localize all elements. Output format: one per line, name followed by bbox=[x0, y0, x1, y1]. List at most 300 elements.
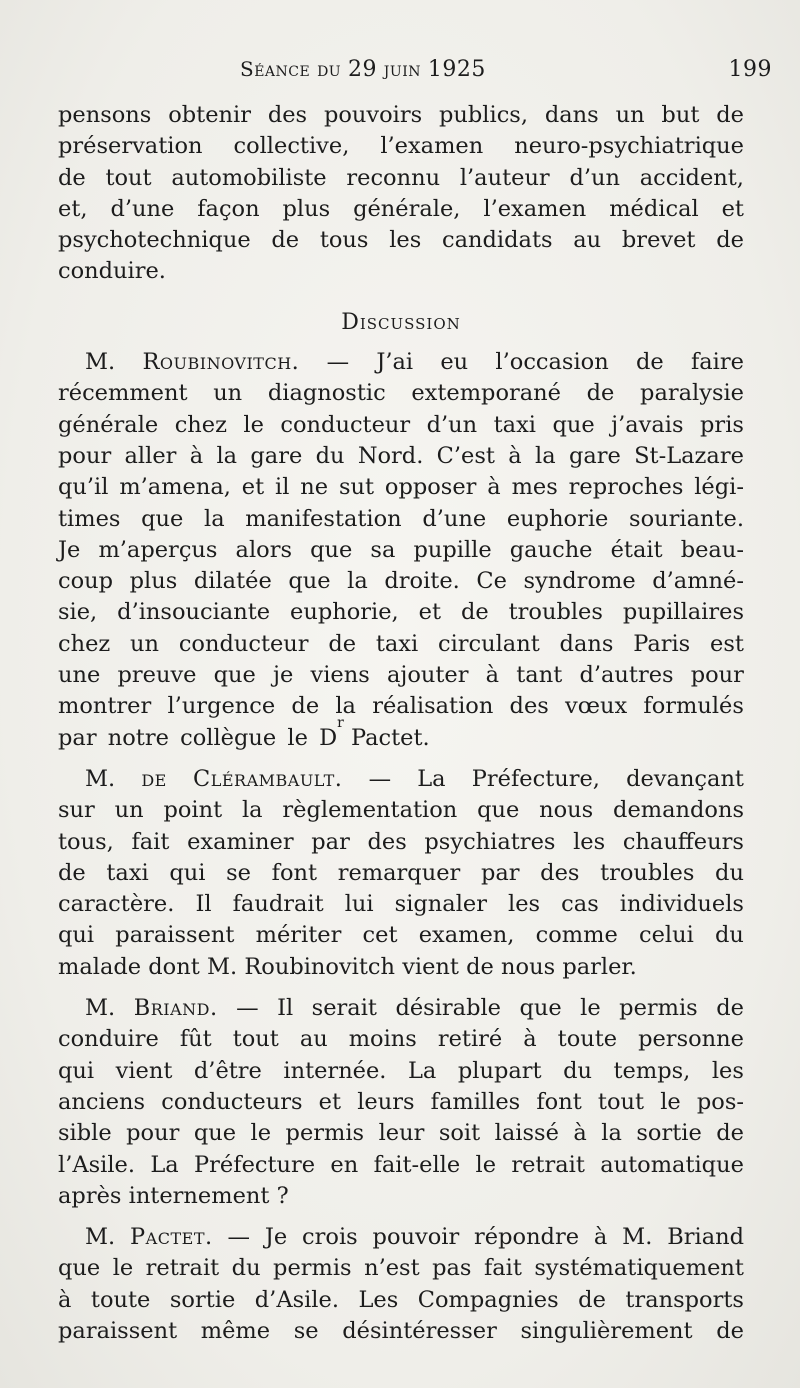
running-title bbox=[240, 57, 486, 82]
word: d’être bbox=[193, 1057, 262, 1084]
word: est bbox=[710, 630, 744, 657]
word: le bbox=[580, 995, 601, 1022]
word: pour bbox=[58, 442, 112, 469]
speaker-title: M. bbox=[85, 995, 116, 1022]
briand-first-line bbox=[58, 993, 744, 1024]
word: faire bbox=[690, 349, 744, 376]
word: Je bbox=[58, 536, 81, 563]
word: médical bbox=[609, 195, 699, 222]
word: par bbox=[311, 828, 350, 855]
word: tous bbox=[319, 227, 369, 254]
word: St-Lazare bbox=[634, 442, 744, 469]
word: de bbox=[58, 859, 86, 886]
word: dans bbox=[544, 102, 599, 128]
word: après bbox=[58, 1182, 122, 1209]
word: J’ai bbox=[376, 349, 414, 376]
word: d’amné- bbox=[652, 568, 744, 595]
word: conduire. bbox=[58, 258, 166, 285]
word: que bbox=[552, 411, 595, 438]
word: d’une bbox=[422, 505, 487, 532]
word: beau- bbox=[680, 536, 744, 563]
word: but bbox=[661, 102, 700, 128]
word: troubles bbox=[600, 859, 695, 886]
word: je bbox=[273, 662, 294, 689]
word: l’urgence bbox=[167, 693, 276, 720]
word: accident, bbox=[639, 164, 744, 191]
word: souriante. bbox=[629, 505, 744, 532]
word: permis bbox=[273, 1255, 352, 1282]
word: taxi bbox=[493, 411, 536, 438]
word: du bbox=[315, 442, 345, 469]
word: que bbox=[519, 995, 562, 1022]
word: et, bbox=[58, 195, 88, 222]
word: fait bbox=[483, 1255, 522, 1282]
word: qui bbox=[169, 859, 206, 886]
briand-line bbox=[58, 1181, 744, 1212]
word: candidats bbox=[442, 227, 553, 254]
word: de bbox=[460, 599, 489, 626]
word: à bbox=[189, 442, 204, 469]
word: à bbox=[593, 1224, 608, 1251]
word: il bbox=[275, 474, 290, 501]
word: automatique bbox=[600, 1151, 744, 1178]
word: — bbox=[236, 995, 259, 1022]
word: circulant bbox=[437, 630, 540, 657]
briand-line bbox=[58, 1150, 744, 1181]
word: à bbox=[508, 442, 522, 469]
word: fût bbox=[179, 1026, 212, 1053]
word: la bbox=[335, 693, 356, 720]
word: reconnu bbox=[346, 164, 441, 191]
word: diagnostic bbox=[267, 380, 386, 407]
word: de bbox=[716, 1317, 744, 1344]
word: chez bbox=[174, 411, 227, 438]
word: nous bbox=[539, 797, 594, 824]
word: à bbox=[487, 474, 501, 501]
word: Il bbox=[195, 891, 212, 918]
word: d’insouciante bbox=[117, 599, 271, 626]
clerambault-line bbox=[58, 827, 744, 858]
briand-line bbox=[58, 1118, 744, 1149]
word: comme bbox=[535, 922, 618, 949]
word: de bbox=[58, 164, 86, 191]
word: de bbox=[716, 995, 744, 1022]
roubinovitch-line bbox=[58, 378, 744, 409]
word: mes bbox=[511, 474, 558, 501]
section-heading: Discussion bbox=[341, 309, 461, 335]
speaker-name: Roubinovitch. bbox=[142, 349, 300, 376]
word: La bbox=[417, 765, 446, 792]
word: Roubinovitch bbox=[244, 953, 395, 980]
word: tout bbox=[597, 1088, 645, 1115]
word: le bbox=[475, 1151, 497, 1178]
word: taxi bbox=[106, 859, 149, 886]
word: caractère. bbox=[58, 891, 175, 918]
word: un bbox=[615, 102, 645, 128]
word: ne bbox=[300, 474, 329, 501]
word: qui bbox=[58, 922, 95, 949]
word: pour bbox=[126, 1120, 180, 1147]
word: faudrait bbox=[232, 891, 324, 918]
word: devançant bbox=[626, 765, 744, 792]
word: qui bbox=[58, 1057, 95, 1084]
word: Compagnies bbox=[417, 1286, 559, 1313]
running-title-day: 29 bbox=[347, 57, 377, 82]
word: serait bbox=[311, 995, 377, 1022]
word: manifestation bbox=[245, 505, 402, 532]
word: de bbox=[291, 693, 320, 720]
word: pris bbox=[700, 411, 744, 438]
word: un bbox=[114, 797, 144, 824]
word: le bbox=[243, 411, 264, 438]
word: eu bbox=[440, 349, 469, 376]
word: chauffeurs bbox=[622, 828, 744, 855]
word: que bbox=[58, 1255, 101, 1282]
word: de bbox=[716, 102, 744, 128]
roubinovitch-last-line bbox=[58, 714, 744, 754]
word: reproches bbox=[568, 474, 684, 501]
word: Préfecture bbox=[194, 1151, 316, 1178]
clerambault-line bbox=[58, 920, 744, 951]
roubinovitch-line bbox=[58, 504, 744, 535]
word: des bbox=[367, 828, 407, 855]
word: viens bbox=[310, 662, 370, 689]
body-text bbox=[58, 100, 744, 1347]
word: remarquer bbox=[337, 859, 461, 886]
word: et bbox=[241, 474, 265, 501]
word: préservation bbox=[58, 133, 203, 160]
speaker-name: Pactet. bbox=[130, 1224, 213, 1251]
word: alors bbox=[235, 536, 293, 563]
word: Les bbox=[358, 1286, 399, 1313]
roubinovitch-last-line-end: Pactet. bbox=[343, 724, 430, 751]
word: et bbox=[721, 195, 744, 222]
word: à bbox=[573, 1120, 587, 1147]
word: le bbox=[250, 1120, 272, 1147]
roubinovitch-first-line bbox=[58, 347, 744, 378]
word: d’un bbox=[426, 411, 478, 438]
superscript: r bbox=[337, 714, 344, 731]
word: de bbox=[586, 380, 615, 407]
word: que bbox=[141, 505, 184, 532]
word: dans bbox=[559, 630, 614, 657]
word: des bbox=[267, 102, 308, 128]
word: euphorie bbox=[506, 505, 609, 532]
word: était bbox=[610, 536, 663, 563]
word: désirable bbox=[395, 995, 501, 1022]
paragraph-gap bbox=[58, 338, 744, 347]
word: gauche bbox=[509, 536, 593, 563]
word: internée. bbox=[283, 1057, 387, 1084]
word: la bbox=[601, 1120, 622, 1147]
word: mériter bbox=[255, 922, 342, 949]
word: nous bbox=[501, 953, 556, 980]
word: preuve bbox=[117, 662, 197, 689]
roubinovitch-line bbox=[58, 566, 744, 597]
word: que bbox=[288, 568, 331, 595]
word: psychiatres bbox=[424, 828, 556, 855]
word: d’un bbox=[569, 164, 620, 191]
word: La bbox=[407, 1057, 437, 1084]
clerambault-line bbox=[58, 858, 744, 889]
word: taxi bbox=[375, 630, 419, 657]
word: soit bbox=[438, 1120, 481, 1147]
word: Préfecture, bbox=[471, 765, 600, 792]
word: plupart bbox=[457, 1057, 542, 1084]
word: de bbox=[466, 953, 494, 980]
word: tant bbox=[516, 662, 563, 689]
word: — bbox=[227, 1224, 251, 1251]
roubinovitch-line bbox=[58, 629, 744, 660]
word: pour bbox=[690, 662, 744, 689]
intro-line bbox=[58, 225, 744, 256]
word: coup bbox=[58, 568, 114, 595]
word: par bbox=[480, 859, 520, 886]
word: pensons bbox=[58, 102, 152, 128]
word: plus bbox=[282, 195, 331, 222]
speaker-name: de bbox=[141, 765, 167, 792]
running-title-prefix: Séance du bbox=[240, 57, 348, 81]
word: Il bbox=[277, 995, 294, 1022]
running-header bbox=[240, 57, 772, 87]
clerambault-first-line bbox=[58, 764, 744, 795]
word: sut bbox=[338, 474, 375, 501]
word: générale, bbox=[353, 195, 461, 222]
word: des bbox=[509, 693, 549, 720]
word: chez bbox=[58, 630, 111, 657]
word: tous, bbox=[58, 828, 114, 855]
word: les bbox=[389, 227, 422, 254]
word: times bbox=[58, 505, 121, 532]
word: transports bbox=[625, 1286, 744, 1313]
word: légi- bbox=[694, 474, 744, 501]
word: psychotechnique bbox=[58, 227, 251, 254]
word: retrait bbox=[145, 1255, 220, 1282]
word: dont bbox=[148, 953, 200, 980]
word: anciens bbox=[58, 1088, 146, 1115]
word: l’examen bbox=[380, 133, 484, 160]
word: retiré bbox=[437, 1026, 503, 1053]
word: paralysie bbox=[640, 380, 744, 407]
word: font bbox=[536, 1088, 582, 1115]
roubinovitch-line bbox=[58, 472, 744, 503]
clerambault-line bbox=[58, 795, 744, 826]
word: se bbox=[293, 1317, 319, 1344]
word: m’aperçus bbox=[98, 536, 218, 563]
word: retrait bbox=[511, 1151, 585, 1178]
word: un bbox=[130, 630, 160, 657]
word: récemment bbox=[58, 380, 188, 407]
word: du bbox=[715, 922, 744, 949]
word: parler. bbox=[562, 953, 637, 980]
word: que bbox=[193, 1120, 237, 1147]
word: ajouter bbox=[386, 662, 469, 689]
roubinovitch-line bbox=[58, 597, 744, 628]
word: un bbox=[213, 380, 243, 407]
word: pas bbox=[432, 1255, 472, 1282]
intro-line bbox=[58, 194, 744, 225]
word: n’est bbox=[364, 1255, 420, 1282]
word: opposer bbox=[384, 474, 477, 501]
word: cet bbox=[362, 922, 398, 949]
word: individuels bbox=[619, 891, 744, 918]
word: Paris bbox=[633, 630, 691, 657]
word: et bbox=[418, 599, 441, 626]
word: que bbox=[213, 662, 256, 689]
word: temps, bbox=[613, 1057, 691, 1084]
word: vœux bbox=[565, 693, 628, 720]
word: en bbox=[330, 1151, 359, 1178]
pactet-first-line bbox=[58, 1222, 744, 1253]
word: tout bbox=[105, 164, 152, 191]
word: m’amena, bbox=[119, 474, 231, 501]
intro-line bbox=[58, 256, 744, 287]
word: familles bbox=[430, 1088, 521, 1115]
word: leurs bbox=[357, 1088, 415, 1115]
word: vient bbox=[115, 1057, 173, 1084]
word: conducteurs bbox=[161, 1088, 303, 1115]
word: examen, bbox=[418, 922, 515, 949]
word: d’autres bbox=[579, 662, 674, 689]
word: fait-elle bbox=[373, 1151, 461, 1178]
word: sortie bbox=[636, 1120, 702, 1147]
word: permis bbox=[619, 995, 698, 1022]
paragraph-gap bbox=[58, 983, 744, 993]
roubinovitch-line bbox=[58, 441, 744, 472]
intro-line bbox=[58, 131, 744, 162]
word: droite. bbox=[384, 568, 460, 595]
word: règlementation bbox=[282, 797, 458, 824]
word: crois bbox=[302, 1224, 358, 1251]
word: font bbox=[271, 859, 318, 886]
word: au bbox=[573, 227, 602, 254]
word: Je bbox=[264, 1224, 288, 1251]
word: C’est bbox=[436, 442, 495, 469]
word: signaler bbox=[394, 891, 487, 918]
word: gare bbox=[250, 442, 303, 469]
word: vient bbox=[402, 953, 459, 980]
roubinovitch-line bbox=[58, 660, 744, 691]
clerambault-line bbox=[58, 952, 744, 983]
word: La bbox=[150, 1151, 179, 1178]
word: de bbox=[716, 227, 744, 254]
word: la bbox=[535, 442, 556, 469]
word: cas bbox=[561, 891, 599, 918]
word: M. bbox=[206, 953, 238, 980]
roubinovitch-line bbox=[58, 535, 744, 566]
word: de bbox=[635, 349, 664, 376]
word: euphorie, bbox=[290, 599, 399, 626]
intro-line bbox=[58, 163, 744, 194]
word: la bbox=[216, 442, 238, 469]
word: du bbox=[715, 859, 744, 886]
word: pos- bbox=[696, 1088, 744, 1115]
briand-line bbox=[58, 1087, 744, 1118]
word: sortie bbox=[169, 1286, 236, 1313]
word: conduire bbox=[58, 1026, 159, 1053]
word: syndrome bbox=[523, 568, 636, 595]
word: malade bbox=[58, 953, 142, 980]
word: permis bbox=[285, 1120, 365, 1147]
word: collective, bbox=[233, 133, 350, 160]
word: à bbox=[523, 1026, 537, 1053]
word: j’avais bbox=[611, 411, 684, 438]
word: du bbox=[231, 1255, 261, 1282]
word: M. bbox=[622, 1224, 653, 1251]
word: paraissent bbox=[58, 1317, 178, 1344]
word: brevet bbox=[621, 227, 696, 254]
page-number: 199 bbox=[728, 57, 772, 82]
speaker-title: M. bbox=[85, 765, 116, 792]
word: lui bbox=[344, 891, 374, 918]
word: de bbox=[328, 630, 357, 657]
word: même bbox=[200, 1317, 271, 1344]
speaker-title: M. bbox=[85, 1224, 116, 1251]
word: conducteur bbox=[178, 630, 309, 657]
word: pupillaires bbox=[622, 599, 744, 626]
word: pouvoir bbox=[372, 1224, 460, 1251]
intro-line bbox=[58, 100, 744, 131]
briand-line bbox=[58, 1056, 744, 1087]
word: les bbox=[711, 1057, 744, 1084]
word: montrer bbox=[58, 693, 152, 720]
paragraph-gap bbox=[58, 1212, 744, 1222]
word: formulés bbox=[643, 693, 744, 720]
paragraph-gap bbox=[58, 288, 744, 307]
word: Nord. bbox=[357, 442, 424, 469]
word: point bbox=[163, 797, 223, 824]
word: extemporané bbox=[411, 380, 561, 407]
word: sa bbox=[370, 536, 396, 563]
word: générale bbox=[58, 411, 159, 438]
word: se bbox=[226, 859, 251, 886]
word: systématiquement bbox=[534, 1255, 744, 1282]
word: les bbox=[573, 828, 606, 855]
word: celui bbox=[638, 922, 694, 949]
word: et bbox=[318, 1088, 342, 1115]
word: demandons bbox=[613, 797, 744, 824]
word: publics, bbox=[439, 102, 528, 128]
roubinovitch-last-line-text: par notre collègue le D bbox=[58, 724, 338, 751]
clerambault-line bbox=[58, 889, 744, 920]
word: l’Asile. bbox=[58, 1151, 136, 1178]
word: que bbox=[310, 536, 353, 563]
word: de bbox=[578, 1286, 606, 1313]
word: réalisation bbox=[372, 693, 494, 720]
word: des bbox=[540, 859, 580, 886]
paragraph-gap bbox=[58, 754, 744, 764]
word: la bbox=[347, 568, 368, 595]
word: personne bbox=[638, 1026, 744, 1053]
word: l’auteur bbox=[459, 164, 550, 191]
word: aller bbox=[124, 442, 177, 469]
word: — bbox=[326, 349, 350, 376]
word: du bbox=[563, 1057, 592, 1084]
word: le bbox=[660, 1088, 681, 1115]
word: leur bbox=[378, 1120, 425, 1147]
word: l’examen bbox=[483, 195, 587, 222]
word: à bbox=[485, 662, 500, 689]
roubinovitch-line bbox=[58, 410, 744, 441]
word: conducteur bbox=[280, 411, 411, 438]
running-title-year: 1925 bbox=[427, 57, 486, 82]
word: les bbox=[508, 891, 541, 918]
roubinovitch-line bbox=[58, 691, 744, 722]
word: pouvoirs bbox=[323, 102, 423, 128]
word: qu’il bbox=[58, 474, 109, 501]
word: façon bbox=[197, 195, 260, 222]
word: toute bbox=[557, 1026, 618, 1053]
